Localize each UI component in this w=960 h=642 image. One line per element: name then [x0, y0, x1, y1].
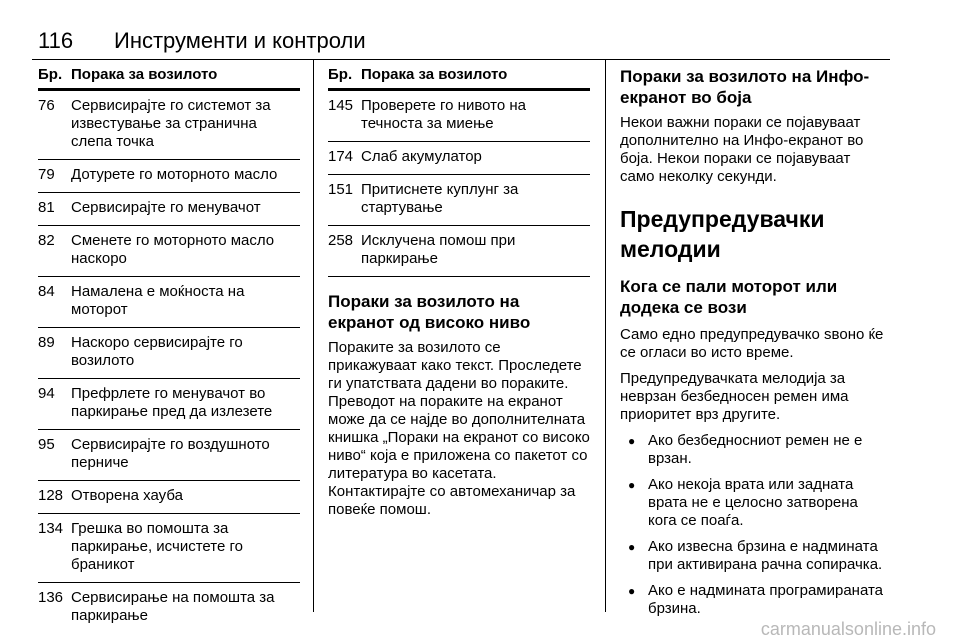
table-row	[38, 430, 300, 481]
table-row	[328, 175, 590, 226]
message-number: 145	[328, 97, 354, 114]
message-text: Слаб акумулатор	[361, 148, 482, 165]
table-row	[38, 379, 300, 430]
color-info-paragraph: Некои важни пораки се појавуваат дополнително на Инфо-екранот во боја. Некои пораки се појавуваат само неколку секунди.	[620, 114, 864, 185]
table-row	[38, 91, 300, 160]
table2-col-number: Бр.	[328, 65, 353, 83]
message-number: 89	[38, 334, 55, 351]
column-3	[620, 60, 884, 626]
page-number: 116	[38, 28, 74, 53]
message-number: 134	[38, 520, 64, 537]
message-number: 82	[38, 232, 55, 249]
high-level-heading: Пораки за возилото на екранот од високо ниво	[328, 292, 531, 332]
message-text: Исклучена помош при паркирање	[361, 232, 516, 267]
chimes-para-1: Само едно предупредувачко ѕвоно ќе се огласи во исто време.	[620, 326, 884, 361]
table-row	[328, 142, 590, 175]
message-number: 84	[38, 283, 55, 300]
message-text: Префрлете го менувачот во паркирање пред да излезете	[71, 385, 273, 420]
message-number: 79	[38, 166, 55, 183]
chimes-subheading: Кога се пали моторот или додека се вози	[620, 277, 838, 317]
table1-col-number: Бр.	[38, 65, 63, 83]
column-divider-1	[313, 60, 314, 612]
table-row	[38, 328, 300, 379]
message-text: Наскоро сервисирајте го возилото	[71, 334, 243, 369]
page-title: Инструменти и контроли	[114, 28, 366, 53]
message-text: Грешка во помошта за паркирање, исчистете го браникот	[71, 520, 243, 573]
page-header	[32, 20, 890, 60]
table2-header	[328, 60, 590, 91]
message-number: 128	[38, 487, 64, 504]
table-row	[38, 514, 300, 583]
column-divider-2	[605, 60, 606, 612]
message-number: 136	[38, 589, 64, 606]
column-2	[328, 60, 590, 519]
table1-header	[38, 60, 300, 91]
table-row	[38, 193, 300, 226]
message-text: Сервисирајте го воздушното перниче	[71, 436, 270, 471]
list-item: ● Ако безбедносниот ремен не е врзан.	[620, 432, 884, 468]
high-level-paragraph: Пораките за возилото се прикажуваат како текст. Проследете ги упатствата дадени во пораките. Преводот на пораките на екранот може да се најде во дополнителната книшка „Пораки на екранот со високо ниво“ која е приложена со пакетот со литература во касетата. Контактирајте со автомеханичар за повеќе помош.	[328, 339, 590, 518]
message-text: Намалена е моќноста на моторот	[71, 283, 245, 318]
table-row	[38, 160, 300, 193]
message-text: Сервисирајте го системот за известување за странична слепа точка	[71, 97, 271, 150]
chimes-bullet-list	[620, 432, 884, 618]
table-row	[38, 583, 300, 633]
message-text: Сервисирајте го менувачот	[71, 199, 261, 216]
table1-body	[38, 91, 300, 633]
list-item: ● Ако е надмината програмираната брзина.	[620, 582, 884, 618]
table-row	[328, 226, 590, 276]
message-number: 81	[38, 199, 55, 216]
message-text: Притиснете куплунг за стартување	[361, 181, 519, 216]
watermark: carmanualsonline.info	[760, 619, 936, 639]
list-item: ● Ако некоја врата или задната врата не е целосно затворена кога се поаѓа.	[620, 476, 884, 530]
chimes-para-2: Предупредувачката мелодија за неврзан безбедносен ремен има приоритет врз другите.	[620, 370, 849, 423]
table1-col-message: Порака за возилото	[71, 65, 218, 83]
message-number: 95	[38, 436, 55, 453]
message-number: 258	[328, 232, 354, 249]
table-row	[38, 277, 300, 328]
color-info-heading: Пораки за возилото на Инфо-екранот во боја	[620, 67, 870, 107]
chimes-heading: Предупредувачки мелодии	[620, 206, 825, 262]
table-row	[328, 91, 590, 142]
message-text: Дотурете го моторното масло	[71, 166, 278, 183]
table-row	[38, 481, 300, 514]
table-row	[38, 226, 300, 277]
message-number: 174	[328, 148, 354, 165]
message-text: Сервисирање на помошта за паркирање	[71, 589, 275, 624]
list-item: ● Ако извесна брзина е надминатa при активирана рачна сопирачка.	[620, 538, 884, 574]
message-text: Отворена хауба	[71, 487, 183, 504]
message-text: Проверете го нивото на течноста за миење	[361, 97, 526, 132]
column-1	[38, 60, 300, 633]
message-number: 94	[38, 385, 55, 402]
table2-col-message: Порака за возилото	[361, 65, 508, 83]
table2-body	[328, 91, 590, 277]
message-number: 151	[328, 181, 354, 198]
message-text: Сменете го моторното масло наскоро	[71, 232, 275, 267]
message-number: 76	[38, 97, 55, 114]
